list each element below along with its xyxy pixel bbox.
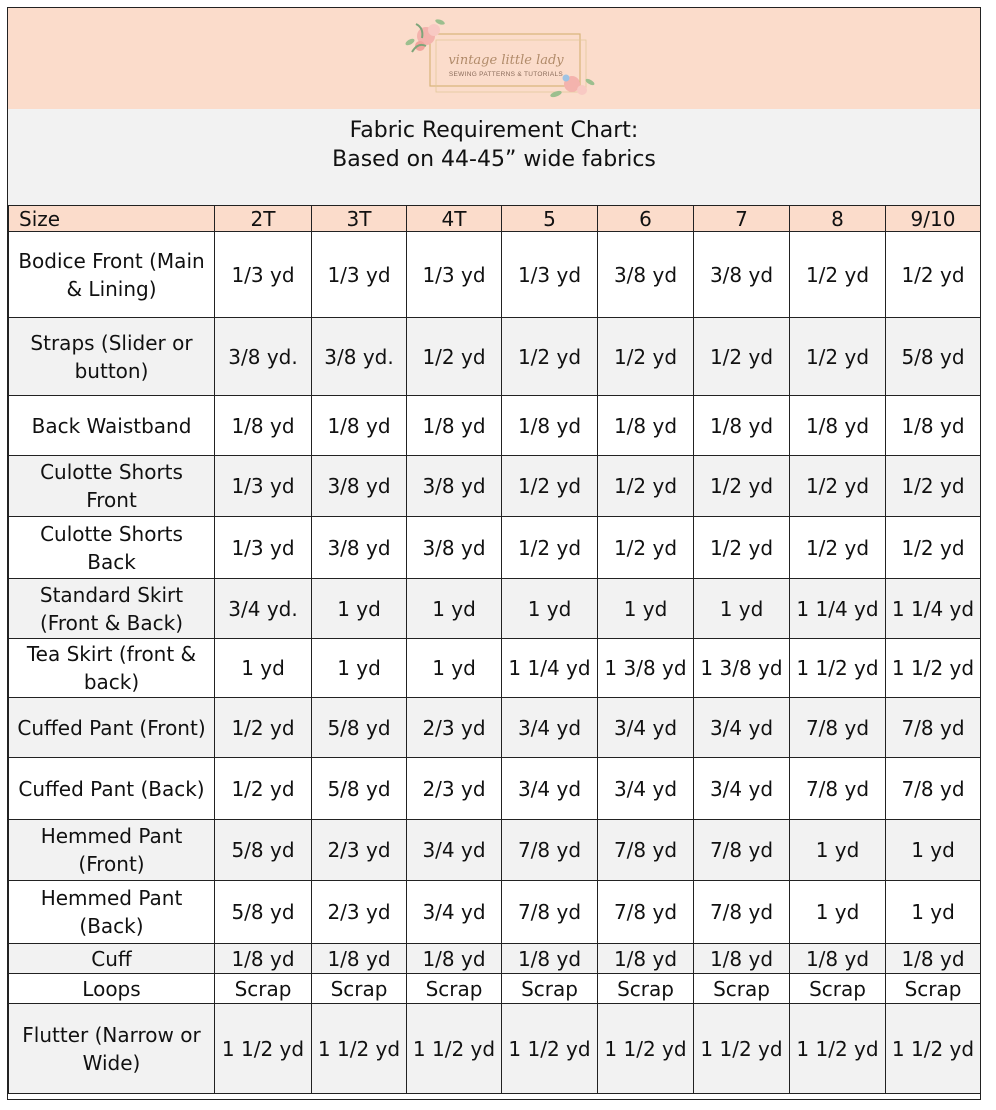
table-cell: 1/3 yd — [215, 232, 312, 318]
table-row — [9, 456, 981, 517]
table-cell: 1/8 yd — [312, 944, 407, 974]
row-label: Loops — [9, 974, 215, 1004]
table-row — [9, 232, 981, 318]
column-header: 4T — [407, 206, 502, 232]
table-row — [9, 396, 981, 456]
table-cell: 1 yd — [312, 639, 407, 698]
table-cell: 1 1/2 yd — [886, 639, 981, 698]
column-header: 9/10 — [886, 206, 981, 232]
table-cell: 1/8 yd — [694, 944, 790, 974]
table-cell: 1/3 yd — [215, 456, 312, 517]
table-cell: 1 1/2 yd — [790, 1004, 886, 1094]
table-cell: 1 yd — [407, 639, 502, 698]
table-cell: 1/2 yd — [215, 698, 312, 758]
table-cell: 1 1/2 yd — [407, 1004, 502, 1094]
column-header: Size — [9, 206, 215, 232]
table-cell: 1 yd — [215, 639, 312, 698]
row-label: Bodice Front (Main & Lining) — [9, 232, 215, 318]
table-cell: 3/4 yd. — [215, 579, 312, 639]
table-cell: 3/4 yd — [694, 698, 790, 758]
column-header: 8 — [790, 206, 886, 232]
table-cell: 7/8 yd — [886, 758, 981, 820]
table-cell: 1 yd — [694, 579, 790, 639]
table-cell: 3/4 yd — [598, 698, 694, 758]
row-label: Cuffed Pant (Front) — [9, 698, 215, 758]
fabric-requirement-table — [8, 205, 981, 1094]
table-cell: 7/8 yd — [598, 820, 694, 881]
table-cell: 1 yd — [790, 820, 886, 881]
table-cell: 1 3/8 yd — [694, 639, 790, 698]
table-cell: 3/8 yd — [312, 456, 407, 517]
table-row — [9, 974, 981, 1004]
row-label: Straps (Slider or button) — [9, 318, 215, 396]
table-cell: 1/2 yd — [407, 318, 502, 396]
table-cell: 1 yd — [790, 881, 886, 944]
table-cell: Scrap — [312, 974, 407, 1004]
brand-logo — [396, 12, 606, 106]
table-cell: 1/3 yd — [502, 232, 598, 318]
table-cell: 1 yd — [886, 820, 981, 881]
table-cell: 7/8 yd — [694, 881, 790, 944]
table-cell: 5/8 yd — [886, 318, 981, 396]
table-cell: 1/2 yd — [790, 517, 886, 579]
table-cell: 1/2 yd — [502, 318, 598, 396]
table-cell: 1 3/8 yd — [598, 639, 694, 698]
svg-text:SEWING PATTERNS & TUTORIALS: SEWING PATTERNS & TUTORIALS — [448, 71, 564, 78]
table-cell: 1/2 yd — [790, 232, 886, 318]
table-cell: 1/2 yd — [694, 318, 790, 396]
table-cell: 1/8 yd — [407, 396, 502, 456]
chart-subtitle: Based on 44-45” wide fabrics — [332, 147, 656, 172]
table-cell: 1 1/2 yd — [886, 1004, 981, 1094]
table-cell: 7/8 yd — [694, 820, 790, 881]
table-cell: 3/8 yd. — [312, 318, 407, 396]
table-row — [9, 820, 981, 881]
table-row — [9, 758, 981, 820]
row-label: Hemmed Pant (Back) — [9, 881, 215, 944]
table-cell: 2/3 yd — [312, 820, 407, 881]
table-cell: 1 1/2 yd — [790, 639, 886, 698]
table-cell: 1 1/2 yd — [598, 1004, 694, 1094]
row-label: Hemmed Pant (Front) — [9, 820, 215, 881]
table-cell: 2/3 yd — [312, 881, 407, 944]
table-cell: 1 yd — [312, 579, 407, 639]
table-cell: 1/3 yd — [312, 232, 407, 318]
table-cell: 1/8 yd — [886, 396, 981, 456]
table-cell: Scrap — [694, 974, 790, 1004]
table-cell: 7/8 yd — [502, 881, 598, 944]
table-cell: 3/8 yd — [407, 517, 502, 579]
table-cell: 1/2 yd — [502, 517, 598, 579]
table-row — [9, 944, 981, 974]
table-cell: Scrap — [886, 974, 981, 1004]
table-cell: 3/8 yd — [312, 517, 407, 579]
table-cell: 3/4 yd — [598, 758, 694, 820]
table-cell: 7/8 yd — [598, 881, 694, 944]
table-cell: 7/8 yd — [790, 698, 886, 758]
table-cell: 1 1/4 yd — [502, 639, 598, 698]
table-cell: 5/8 yd — [215, 820, 312, 881]
table-cell: 3/8 yd — [407, 456, 502, 517]
table-cell: 3/4 yd — [407, 820, 502, 881]
table-cell: Scrap — [407, 974, 502, 1004]
table-row — [9, 881, 981, 944]
table-cell: 1/2 yd — [598, 318, 694, 396]
table-row — [9, 639, 981, 698]
table-cell: 1/2 yd — [790, 456, 886, 517]
row-label: Culotte Shorts Front — [9, 456, 215, 517]
row-label: Cuff — [9, 944, 215, 974]
table-cell: 1/8 yd — [790, 944, 886, 974]
table-cell: Scrap — [598, 974, 694, 1004]
table-cell: 3/4 yd — [502, 758, 598, 820]
table-cell: 1 yd — [598, 579, 694, 639]
column-header: 2T — [215, 206, 312, 232]
table-cell: 5/8 yd — [312, 758, 407, 820]
table-cell: 3/8 yd — [598, 232, 694, 318]
table-cell: 1/8 yd — [694, 396, 790, 456]
table-cell: 1/8 yd — [407, 944, 502, 974]
row-label: Cuffed Pant (Back) — [9, 758, 215, 820]
table-cell: 3/4 yd — [502, 698, 598, 758]
column-header: 7 — [694, 206, 790, 232]
table-header-row — [9, 206, 981, 232]
table-cell: 1/2 yd — [790, 318, 886, 396]
table-cell: Scrap — [215, 974, 312, 1004]
table-cell: 2/3 yd — [407, 758, 502, 820]
table-cell: 3/8 yd. — [215, 318, 312, 396]
table-cell: 5/8 yd — [312, 698, 407, 758]
table-cell: 1/2 yd — [694, 456, 790, 517]
table-cell: 1/2 yd — [886, 456, 981, 517]
table-cell: Scrap — [790, 974, 886, 1004]
table-cell: 3/8 yd — [694, 232, 790, 318]
table-cell: 7/8 yd — [886, 698, 981, 758]
row-label: Back Waistband — [9, 396, 215, 456]
table-cell: 1 yd — [502, 579, 598, 639]
table-cell: 1/3 yd — [407, 232, 502, 318]
table-cell: 1/2 yd — [598, 517, 694, 579]
row-label: Tea Skirt (front & back) — [9, 639, 215, 698]
table-cell: 1 1/2 yd — [502, 1004, 598, 1094]
row-label: Culotte Shorts Back — [9, 517, 215, 579]
table-cell: 1 1/2 yd — [215, 1004, 312, 1094]
table-row — [9, 1004, 981, 1094]
table-cell: 1/2 yd — [215, 758, 312, 820]
chart-frame — [7, 7, 981, 1100]
table-cell: 1/2 yd — [886, 232, 981, 318]
table-row — [9, 517, 981, 579]
table-cell: 1/8 yd — [886, 944, 981, 974]
table-cell: 1 yd — [407, 579, 502, 639]
logo-band — [8, 8, 980, 110]
table-cell: 1/2 yd — [694, 517, 790, 579]
table-cell: 7/8 yd — [502, 820, 598, 881]
table-cell: 1/8 yd — [598, 944, 694, 974]
column-header: 3T — [312, 206, 407, 232]
chart-title: Fabric Requirement Chart: — [349, 118, 639, 143]
table-cell: 1 1/4 yd — [886, 579, 981, 639]
row-label: Standard Skirt (Front & Back) — [9, 579, 215, 639]
table-cell: 1/8 yd — [215, 396, 312, 456]
table-row — [9, 698, 981, 758]
table-cell: 1 yd — [886, 881, 981, 944]
table-row — [9, 579, 981, 639]
row-label: Flutter (Narrow or Wide) — [9, 1004, 215, 1094]
table-cell: 1 1/2 yd — [694, 1004, 790, 1094]
table-cell: 1/8 yd — [312, 396, 407, 456]
table-cell: 3/4 yd — [694, 758, 790, 820]
table-cell: Scrap — [502, 974, 598, 1004]
table-cell: 1/2 yd — [886, 517, 981, 579]
table-cell: 1/8 yd — [598, 396, 694, 456]
table-cell: 5/8 yd — [215, 881, 312, 944]
table-cell: 3/4 yd — [407, 881, 502, 944]
svg-text:vintage little lady: vintage little lady — [448, 53, 564, 68]
table-cell: 1/2 yd — [598, 456, 694, 517]
column-header: 5 — [502, 206, 598, 232]
table-cell: 1/3 yd — [215, 517, 312, 579]
table-row — [9, 318, 981, 396]
table-cell: 1 1/4 yd — [790, 579, 886, 639]
table-cell: 7/8 yd — [790, 758, 886, 820]
table-cell: 1/8 yd — [215, 944, 312, 974]
table-cell: 2/3 yd — [407, 698, 502, 758]
column-header: 6 — [598, 206, 694, 232]
table-cell: 1/2 yd — [502, 456, 598, 517]
table-cell: 1/8 yd — [790, 396, 886, 456]
table-cell: 1/8 yd — [502, 396, 598, 456]
title-band — [8, 109, 980, 206]
table-cell: 1/8 yd — [502, 944, 598, 974]
table-cell: 1 1/2 yd — [312, 1004, 407, 1094]
